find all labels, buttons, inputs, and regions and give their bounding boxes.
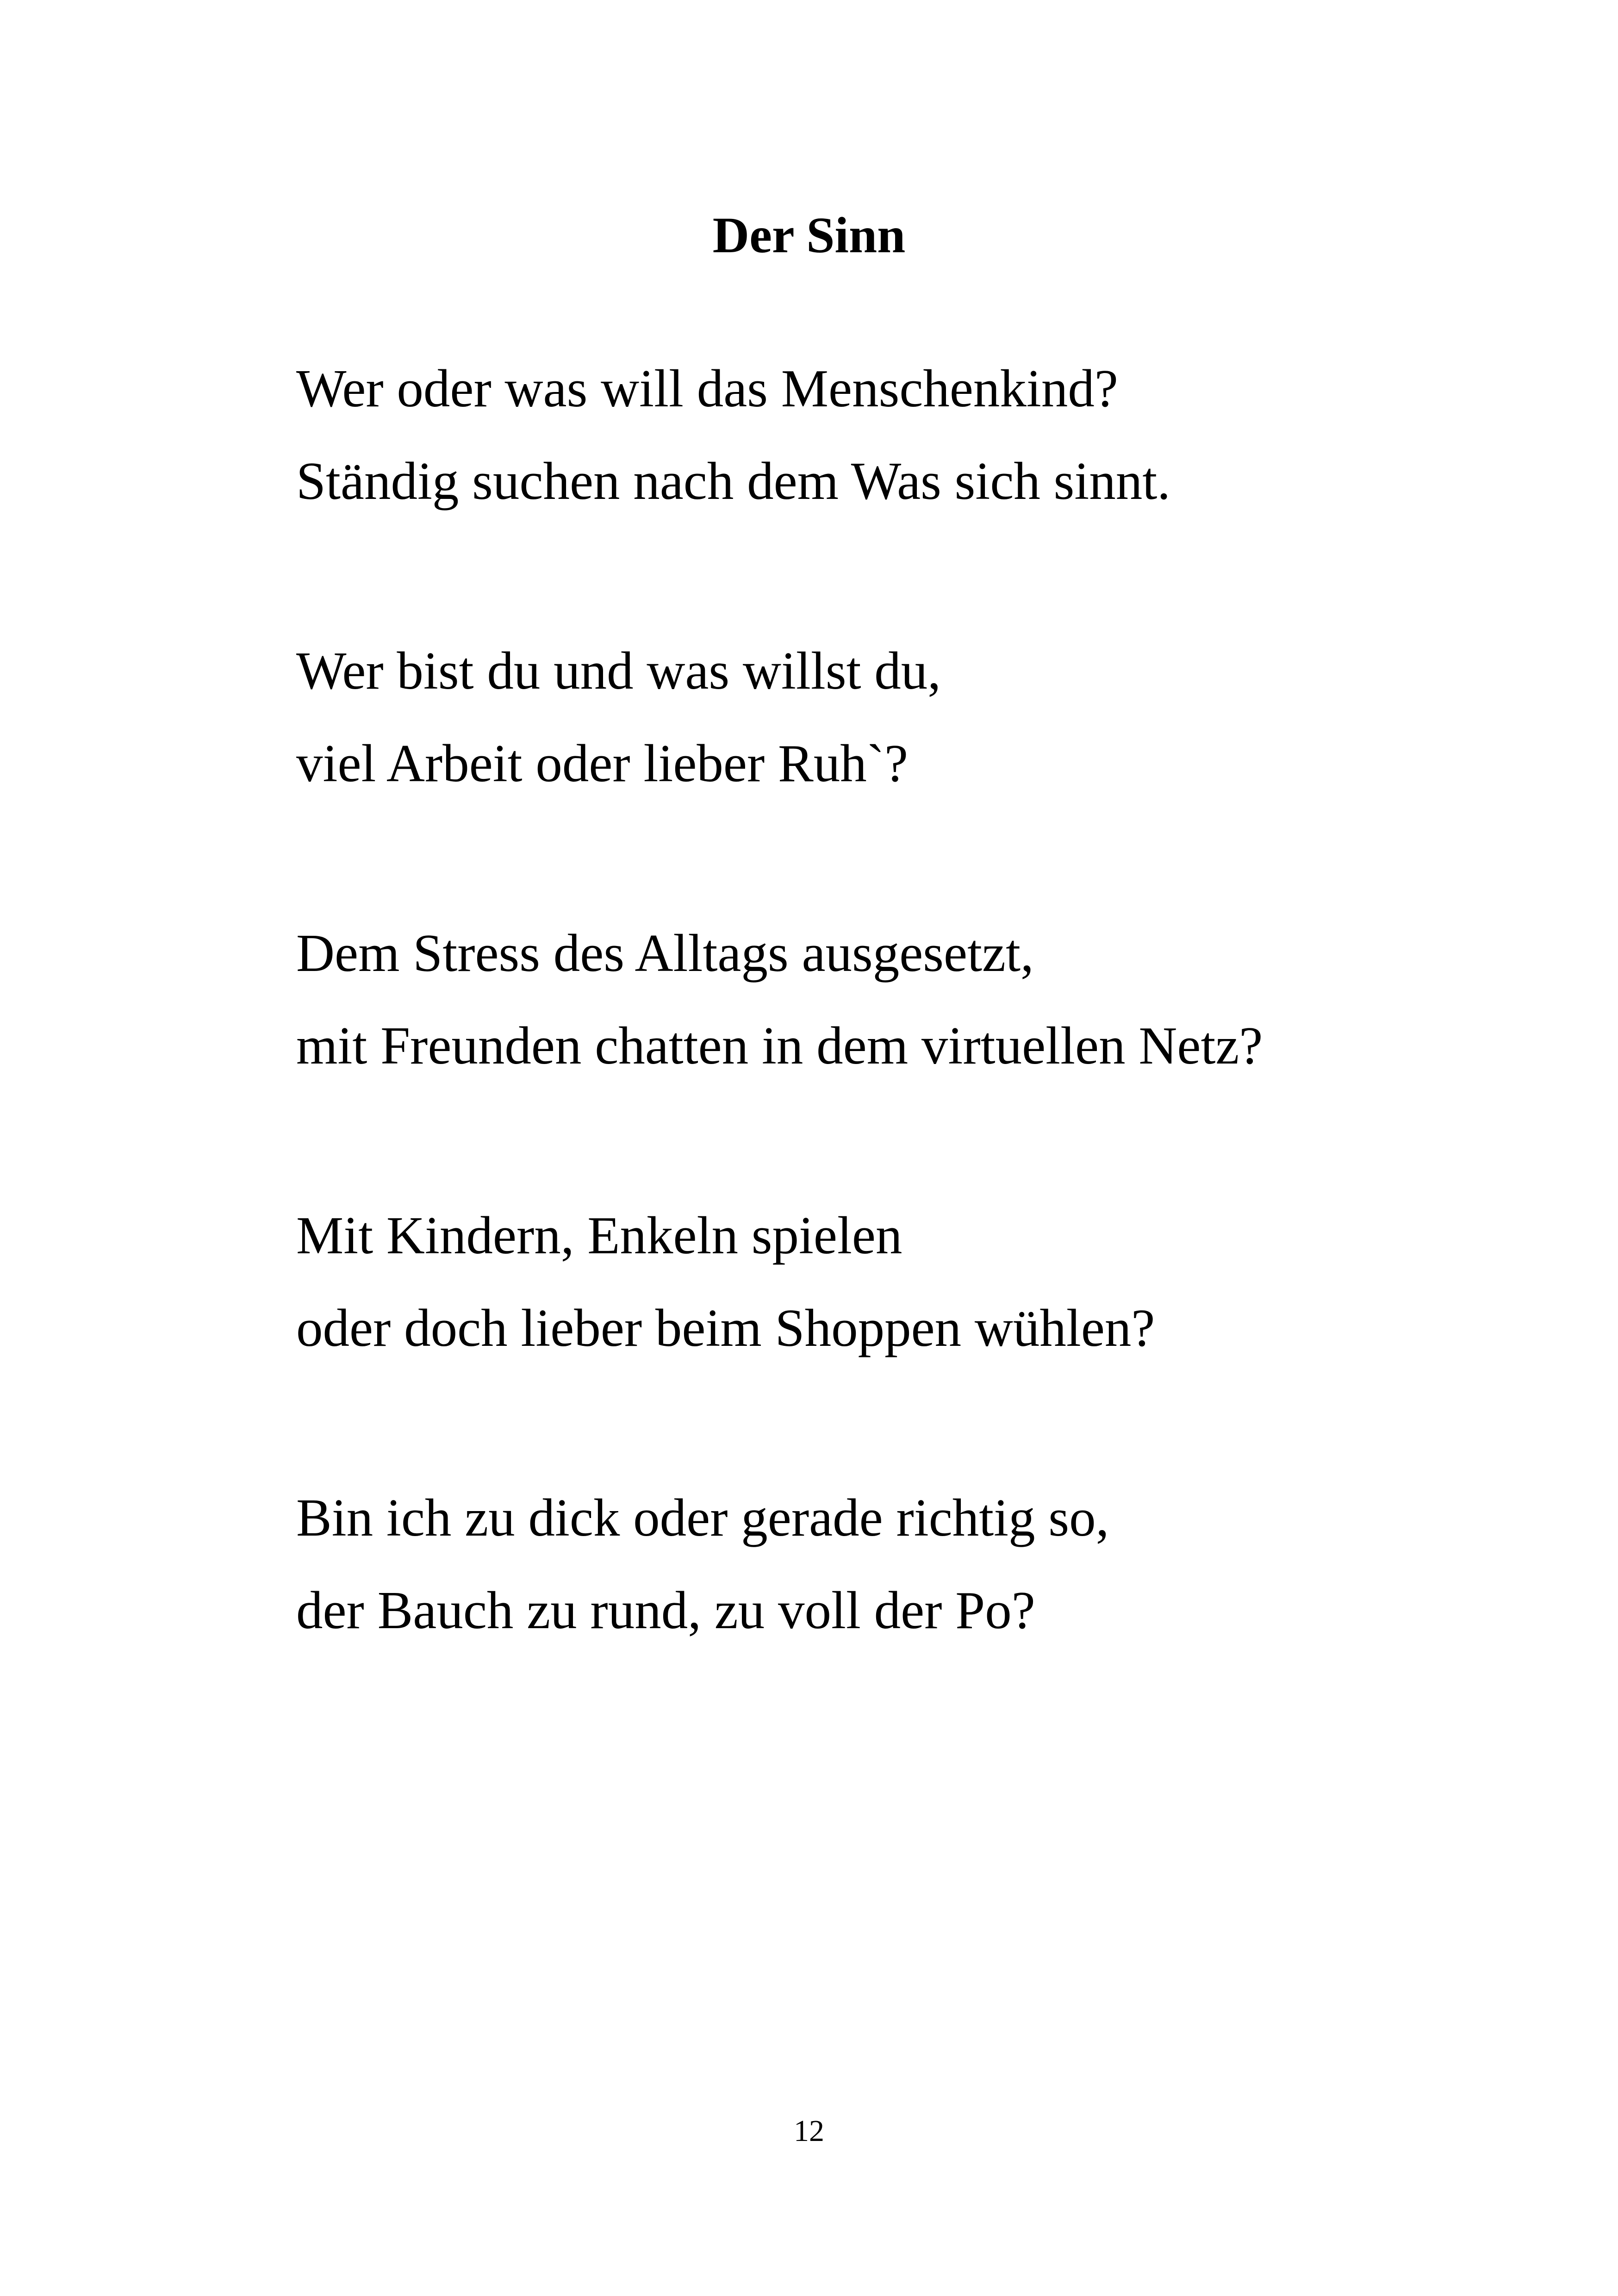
poem-line: Ständig suchen nach dem Was sich sinnt. (296, 452, 1171, 510)
poem-line: oder doch lieber beim Shoppen wühlen? (296, 1299, 1155, 1357)
poem-title: Der Sinn (712, 207, 906, 263)
poem-body (296, 342, 1500, 1754)
stanza (296, 1472, 1500, 1657)
stanza (296, 1189, 1500, 1375)
poem-line: Mit Kindern, Enkeln spielen (296, 1206, 902, 1265)
poem-line: der Bauch zu rund, zu voll der Po? (296, 1581, 1035, 1640)
stanza (296, 907, 1500, 1092)
poem-line: Dem Stress des Alltags ausgesetzt, (296, 924, 1034, 983)
poem-line: Bin ich zu dick oder gerade richtig so, (296, 1488, 1109, 1547)
poem-line: viel Arbeit oder lieber Ruh`? (296, 734, 909, 793)
stanza (296, 342, 1500, 528)
poem-line: mit Freunden chatten in dem virtuellen Netz? (296, 1016, 1263, 1075)
stanza (296, 625, 1500, 810)
page-number: 12 (794, 2114, 824, 2148)
poem-line: Wer oder was will das Menschenkind? (296, 359, 1118, 418)
poem-line: Wer bist du und was willst du, (296, 641, 941, 700)
